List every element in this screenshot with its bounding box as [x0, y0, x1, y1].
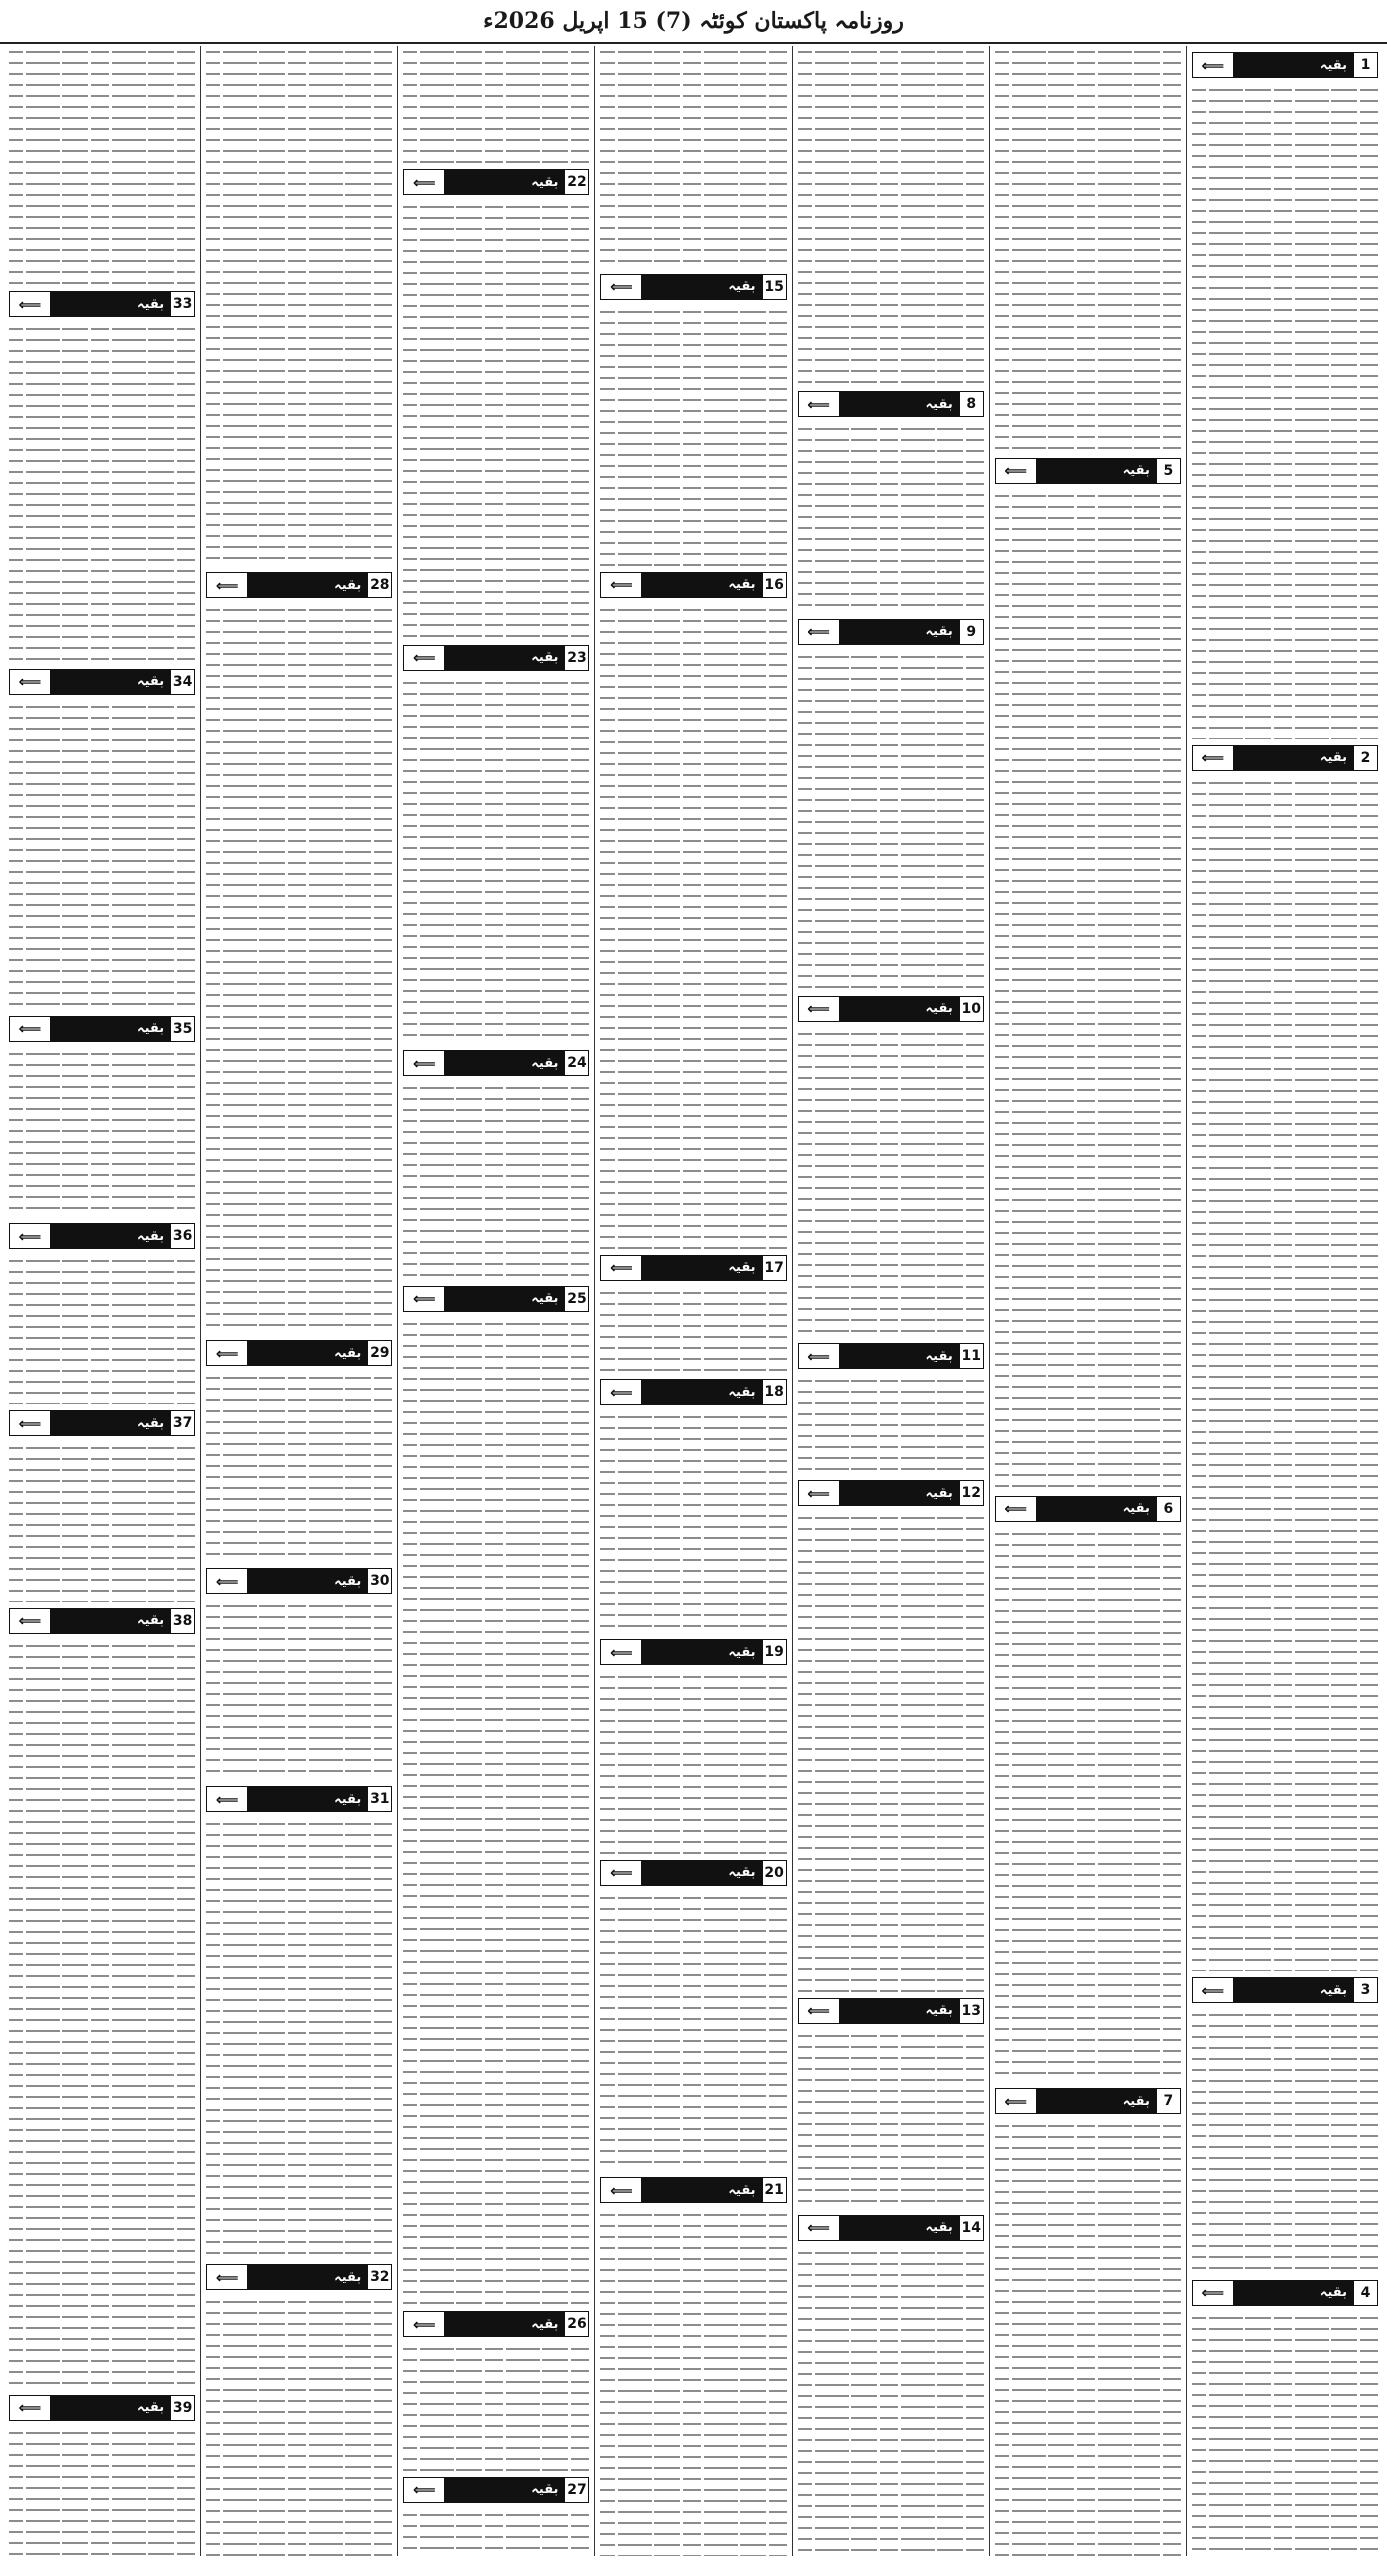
banner-label: بقیہ	[50, 1609, 170, 1633]
banner-label: بقیہ	[50, 1017, 170, 1041]
article-text-block	[995, 1528, 1181, 2082]
banner-label: بقیہ	[641, 1640, 761, 1664]
article-text-block	[9, 323, 195, 662]
banner-number: 13	[959, 1999, 983, 2023]
article-text-block	[798, 1375, 984, 1474]
arrow-icon: ⟸	[996, 459, 1036, 483]
banner-label: بقیہ	[641, 1380, 761, 1404]
article-text-block	[403, 2343, 589, 2470]
arrow-icon: ⟸	[601, 1380, 641, 1404]
column-1	[1186, 46, 1383, 2556]
banner-number: 18	[762, 1380, 786, 1404]
banner-label: بقیہ	[444, 1051, 564, 1075]
banner-label: بقیہ	[444, 2312, 564, 2336]
banner-label: بقیہ	[444, 1287, 564, 1311]
article-text-block	[798, 651, 984, 990]
banner-number: 5	[1156, 459, 1180, 483]
continuation-banner	[206, 1340, 392, 1366]
columns-container	[4, 46, 1383, 2556]
banner-number: 27	[564, 2478, 588, 2502]
continuation-banner	[206, 1786, 392, 1812]
continuation-banner	[600, 1860, 786, 1886]
banner-label: بقیہ	[1233, 2281, 1353, 2305]
continuation-banner	[1192, 1977, 1378, 2003]
banner-number: 20	[762, 1861, 786, 1885]
arrow-icon: ⟸	[799, 2216, 839, 2240]
article-text-block	[403, 201, 589, 638]
masthead-title: روزنامہ پاکستان کوئٹہ (7) 15 اپریل 2026ء	[483, 8, 904, 34]
continuation-banner	[403, 2311, 589, 2337]
arrow-icon: ⟸	[207, 2265, 247, 2289]
arrow-icon: ⟸	[10, 1224, 50, 1248]
arrow-icon: ⟸	[799, 392, 839, 416]
banner-label: بقیہ	[50, 1411, 170, 1435]
banner-label: بقیہ	[247, 573, 367, 597]
arrow-icon: ⟸	[1193, 2281, 1233, 2305]
continuation-banner	[798, 1998, 984, 2024]
article-text-block	[9, 1255, 195, 1404]
banner-number: 37	[170, 1411, 194, 1435]
arrow-icon: ⟸	[799, 1999, 839, 2023]
banner-label: بقیہ	[444, 646, 564, 670]
banner-label: بقیہ	[444, 170, 564, 194]
continuation-banner	[798, 1480, 984, 1506]
banner-label: بقیہ	[641, 573, 761, 597]
column-2	[989, 46, 1186, 2556]
article-text-block	[995, 46, 1181, 452]
arrow-icon: ⟸	[601, 573, 641, 597]
article-text-block	[600, 604, 786, 1249]
continuation-banner	[995, 2088, 1181, 2114]
arrow-icon: ⟸	[10, 1411, 50, 1435]
arrow-icon: ⟸	[996, 1497, 1036, 1521]
banner-number: 14	[959, 2216, 983, 2240]
article-text-block	[600, 2209, 786, 2556]
banner-label: بقیہ	[247, 1787, 367, 1811]
continuation-banner	[9, 669, 195, 695]
banner-number: 17	[762, 1256, 786, 1280]
banner-number: 2	[1353, 746, 1377, 770]
continuation-banner	[9, 291, 195, 317]
column-4	[594, 46, 791, 2556]
continuation-banner	[600, 1255, 786, 1281]
banner-label: بقیہ	[444, 2478, 564, 2502]
banner-label: بقیہ	[1036, 2089, 1156, 2113]
article-text-block	[1192, 2312, 1378, 2557]
continuation-banner	[403, 645, 589, 671]
article-text-block	[1192, 2009, 1378, 2274]
arrow-icon: ⟸	[799, 620, 839, 644]
arrow-icon: ⟸	[601, 1256, 641, 1280]
article-text-block	[206, 604, 392, 1334]
banner-label: بقیہ	[247, 1569, 367, 1593]
arrow-icon: ⟸	[404, 2478, 444, 2502]
continuation-banner	[995, 458, 1181, 484]
continuation-banner	[403, 1050, 589, 1076]
column-5	[397, 46, 594, 2556]
article-text-block	[798, 2247, 984, 2556]
continuation-banner	[403, 2477, 589, 2503]
article-text-block	[9, 1442, 195, 1601]
continuation-banner	[798, 2215, 984, 2241]
article-text-block	[9, 1640, 195, 2389]
banner-number: 38	[170, 1609, 194, 1633]
banner-number: 34	[170, 670, 194, 694]
arrow-icon: ⟸	[601, 2178, 641, 2202]
continuation-banner	[798, 391, 984, 417]
masthead	[0, 0, 1387, 44]
arrow-icon: ⟸	[207, 1787, 247, 1811]
continuation-banner	[600, 274, 786, 300]
banner-label: بقیہ	[641, 1861, 761, 1885]
banner-number: 23	[564, 646, 588, 670]
arrow-icon: ⟸	[10, 1017, 50, 1041]
article-text-block	[798, 1028, 984, 1337]
arrow-icon: ⟸	[10, 292, 50, 316]
banner-label: بقیہ	[50, 2396, 170, 2420]
article-text-block	[206, 1600, 392, 1780]
article-text-block	[9, 701, 195, 1010]
banner-number: 12	[959, 1481, 983, 1505]
banner-label: بقیہ	[1233, 1978, 1353, 2002]
arrow-icon: ⟸	[799, 997, 839, 1021]
article-text-block	[798, 2030, 984, 2209]
arrow-icon: ⟸	[404, 170, 444, 194]
banner-label: بقیہ	[50, 292, 170, 316]
article-text-block	[600, 1671, 786, 1854]
continuation-banner	[9, 2395, 195, 2421]
banner-label: بقیہ	[839, 2216, 959, 2240]
arrow-icon: ⟸	[1193, 53, 1233, 77]
banner-label: بقیہ	[1036, 459, 1156, 483]
article-text-block	[1192, 777, 1378, 1972]
arrow-icon: ⟸	[601, 1861, 641, 1885]
article-text-block	[403, 1082, 589, 1279]
article-text-block	[206, 1818, 392, 2258]
banner-number: 1	[1353, 53, 1377, 77]
arrow-icon: ⟸	[10, 670, 50, 694]
article-text-block	[798, 423, 984, 612]
banner-label: بقیہ	[641, 2178, 761, 2202]
continuation-banner	[1192, 52, 1378, 78]
article-text-block	[206, 1372, 392, 1562]
banner-label: بقیہ	[50, 670, 170, 694]
continuation-banner	[206, 2264, 392, 2290]
continuation-banner	[995, 1496, 1181, 1522]
arrow-icon: ⟸	[10, 2396, 50, 2420]
continuation-banner	[9, 1410, 195, 1436]
article-text-block	[798, 46, 984, 385]
banner-number: 39	[170, 2396, 194, 2420]
article-text-block	[798, 1512, 984, 1991]
banner-label: بقیہ	[839, 1999, 959, 2023]
banner-number: 28	[367, 573, 391, 597]
article-text-block	[600, 1892, 786, 2171]
article-text-block	[600, 46, 786, 268]
continuation-banner	[600, 2177, 786, 2203]
arrow-icon: ⟸	[10, 1609, 50, 1633]
banner-number: 25	[564, 1287, 588, 1311]
article-text-block	[403, 1318, 589, 2305]
arrow-icon: ⟸	[601, 1640, 641, 1664]
continuation-banner	[600, 1639, 786, 1665]
banner-number: 24	[564, 1051, 588, 1075]
continuation-banner	[798, 619, 984, 645]
arrow-icon: ⟸	[799, 1481, 839, 1505]
article-text-block	[995, 490, 1181, 1490]
column-7	[4, 46, 200, 2556]
banner-label: بقیہ	[641, 275, 761, 299]
banner-number: 6	[1156, 1497, 1180, 1521]
article-text-block	[9, 2427, 195, 2556]
continuation-banner	[206, 1568, 392, 1594]
arrow-icon: ⟸	[207, 1341, 247, 1365]
continuation-banner	[9, 1016, 195, 1042]
banner-number: 8	[959, 392, 983, 416]
banner-label: بقیہ	[839, 1481, 959, 1505]
arrow-icon: ⟸	[996, 2089, 1036, 2113]
article-text-block	[403, 2509, 589, 2556]
continuation-banner	[403, 1286, 589, 1312]
banner-label: بقیہ	[839, 620, 959, 644]
continuation-banner	[1192, 2280, 1378, 2306]
banner-label: بقیہ	[1036, 1497, 1156, 1521]
banner-number: 3	[1353, 1978, 1377, 2002]
banner-number: 33	[170, 292, 194, 316]
article-text-block	[206, 2296, 392, 2556]
arrow-icon: ⟸	[404, 1287, 444, 1311]
continuation-banner	[798, 996, 984, 1022]
arrow-icon: ⟸	[799, 1344, 839, 1368]
article-text-block	[403, 46, 589, 163]
article-text-block	[600, 1287, 786, 1374]
article-text-block	[206, 46, 392, 566]
banner-number: 21	[762, 2178, 786, 2202]
banner-number: 30	[367, 1569, 391, 1593]
continuation-banner	[600, 1379, 786, 1405]
arrow-icon: ⟸	[207, 1569, 247, 1593]
continuation-banner	[798, 1343, 984, 1369]
article-text-block	[600, 306, 786, 566]
banner-number: 4	[1353, 2281, 1377, 2305]
banner-number: 16	[762, 573, 786, 597]
banner-number: 15	[762, 275, 786, 299]
continuation-banner	[9, 1608, 195, 1634]
banner-number: 22	[564, 170, 588, 194]
article-text-block	[600, 1411, 786, 1633]
banner-label: بقیہ	[1233, 53, 1353, 77]
banner-label: بقیہ	[839, 997, 959, 1021]
banner-label: بقیہ	[1233, 746, 1353, 770]
continuation-banner	[206, 572, 392, 598]
banner-label: بقیہ	[641, 1256, 761, 1280]
banner-number: 9	[959, 620, 983, 644]
banner-number: 35	[170, 1017, 194, 1041]
banner-number: 11	[959, 1344, 983, 1368]
banner-label: بقیہ	[839, 392, 959, 416]
banner-label: بقیہ	[247, 1341, 367, 1365]
banner-label: بقیہ	[247, 2265, 367, 2289]
arrow-icon: ⟸	[404, 2312, 444, 2336]
continuation-banner	[403, 169, 589, 195]
banner-number: 26	[564, 2312, 588, 2336]
article-text-block	[995, 2120, 1181, 2556]
column-6	[200, 46, 397, 2556]
arrow-icon: ⟸	[601, 275, 641, 299]
banner-number: 10	[959, 997, 983, 1021]
article-text-block	[9, 46, 195, 285]
arrow-icon: ⟸	[404, 1051, 444, 1075]
continuation-banner	[600, 572, 786, 598]
banner-label: بقیہ	[50, 1224, 170, 1248]
banner-number: 19	[762, 1640, 786, 1664]
column-3	[792, 46, 989, 2556]
banner-number: 36	[170, 1224, 194, 1248]
continuation-banner	[1192, 745, 1378, 771]
article-text-block	[9, 1048, 195, 1217]
banner-number: 29	[367, 1341, 391, 1365]
arrow-icon: ⟸	[207, 573, 247, 597]
banner-number: 32	[367, 2265, 391, 2289]
banner-number: 7	[1156, 2089, 1180, 2113]
continuation-banner	[9, 1223, 195, 1249]
article-text-block	[403, 677, 589, 1044]
arrow-icon: ⟸	[1193, 746, 1233, 770]
banner-label: بقیہ	[839, 1344, 959, 1368]
banner-number: 31	[367, 1787, 391, 1811]
arrow-icon: ⟸	[404, 646, 444, 670]
arrow-icon: ⟸	[1193, 1978, 1233, 2002]
article-text-block	[1192, 84, 1378, 739]
